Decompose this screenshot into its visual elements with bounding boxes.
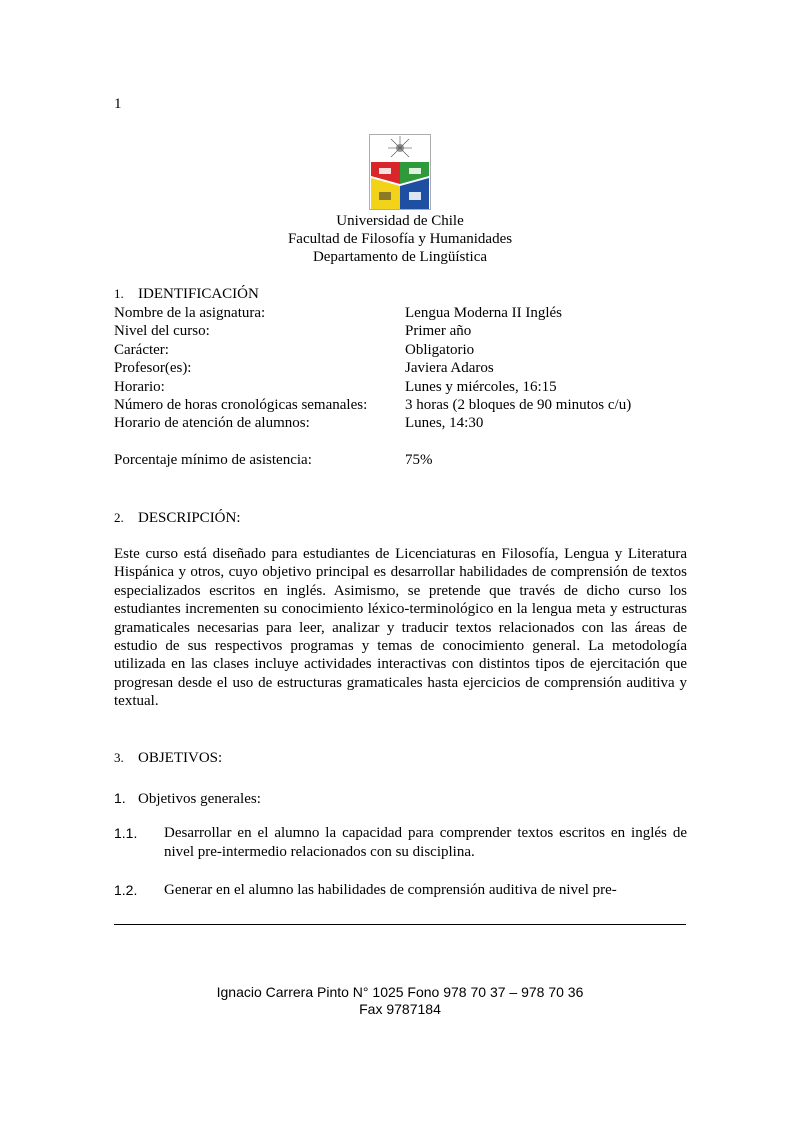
section-title: OBJETIVOS: (138, 750, 223, 766)
ident-label: Carácter: (114, 341, 169, 358)
ident-value: Lunes, 14:30 (405, 415, 484, 432)
section-number: 1. (114, 286, 124, 301)
faculty-name: Facultad de Filosofía y Humanidades (287, 231, 513, 247)
ident-row-character (114, 341, 631, 359)
section-title: DESCRIPCIÓN: (138, 510, 241, 526)
ident-row-weekly-hours (114, 396, 631, 414)
ident-label: Porcentaje mínimo de asistencia: (114, 451, 312, 468)
ident-row-professor (114, 359, 631, 377)
footer-fax: Fax 9787184 (359, 1001, 441, 1017)
ident-value: 75% (405, 451, 433, 468)
objective-number: 1.2. (114, 882, 138, 898)
section-title: IDENTIFICACIÓN (138, 286, 259, 302)
ident-label: Nombre de la asignatura: (114, 305, 266, 321)
identification-table (114, 304, 631, 469)
ident-row-course-name (114, 304, 631, 322)
ident-label: Horario: (114, 378, 165, 395)
section-objectives-heading (114, 750, 222, 767)
description-paragraph: Este curso está diseñado para estudiantes de Licenciaturas en Filosofía, Lengua y Literatura Hispánica y otros, cuyo objetivo principal es desarrollar habilidades de comprensión de textos especializados escritos en inglés. Asimismo, se pretende que través de dicho curso los estudiantes incrementen su conocimiento léxico-terminológico en la lengua meta y estructuras gramaticales necesarias para leer, analizar y traducir textos relacionados con las áreas de estudio de sus respectivos programas y temas de conocimiento general. La metodología utilizada en las clases incluye actividades interactivas con distintos tipos de ejercitación que progresan desde el uso de estructuras gramaticales hasta ejercicios de comprensión auditiva y textual. (114, 546, 687, 710)
ident-row-office-hours (114, 414, 631, 432)
university-name: Universidad de Chile (336, 213, 464, 229)
ident-value: Primer año (405, 323, 472, 340)
objective-text: Desarrollar en el alumno la capacidad para comprender textos escritos en inglés de nivel pre-intermedio relacionados con su disciplina. (164, 825, 687, 860)
ident-label: Horario de atención de alumnos: (114, 415, 310, 432)
ident-label: Número de horas cronológicas semanales: (114, 397, 368, 414)
objective-number: 1.1. (114, 825, 138, 841)
ident-row-schedule (114, 378, 631, 396)
ident-row-attendance (114, 451, 631, 469)
department-name: Departamento de Lingüística (312, 249, 488, 265)
section-description-heading (114, 510, 241, 527)
objective-text: Generar en el alumno las habilidades de comprensión auditiva de nivel pre- (164, 882, 617, 898)
ident-value: Lengua Moderna II Inglés (405, 305, 563, 321)
ident-label: Nivel del curso: (114, 323, 210, 340)
subsection-title: Objetivos generales: (138, 791, 261, 807)
section-identification-heading (114, 286, 259, 303)
subsection-number: 1. (114, 790, 126, 806)
footer (114, 984, 686, 1018)
ident-value: Obligatorio (405, 341, 475, 358)
objective-item (114, 824, 687, 862)
ident-value: Lunes y miércoles, 16:15 (405, 378, 557, 395)
general-objectives-heading (114, 790, 261, 808)
section-number: 3. (114, 750, 124, 765)
page-number: 1 (114, 96, 122, 112)
footer-address: Ignacio Carrera Pinto N° 1025 Fono 978 70 37 – 978 70 36 (216, 984, 584, 1000)
ident-value: 3 horas (2 bloques de 90 minutos c/u) (405, 397, 632, 414)
ident-row-level (114, 322, 631, 340)
footer-divider (114, 924, 686, 925)
university-crest-logo (369, 134, 431, 210)
institution-header (114, 212, 686, 266)
ident-value: Javiera Adaros (405, 360, 494, 377)
objective-item (114, 881, 687, 900)
section-number: 2. (114, 510, 124, 525)
ident-label: Profesor(es): (114, 360, 192, 377)
